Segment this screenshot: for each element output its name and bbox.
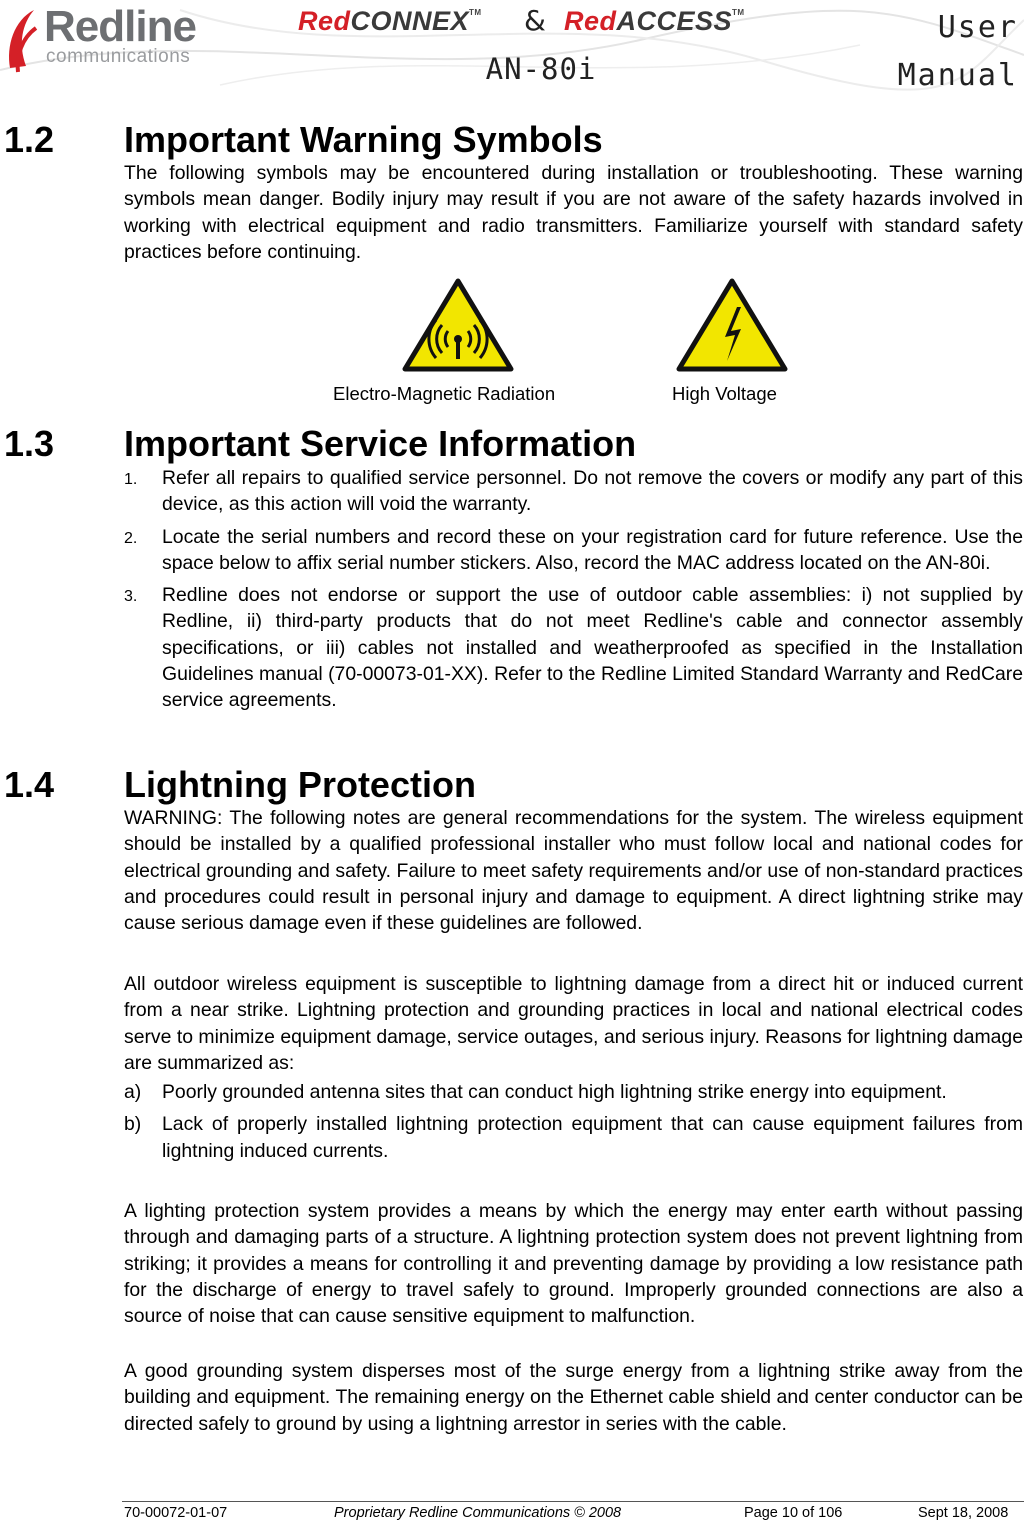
caption-electromagnetic-radiation: Electro-Magnetic Radiation	[333, 383, 556, 404]
list-item: a) Poorly grounded antenna sites that can conduct high lightning strike energy into equipment.	[124, 1081, 947, 1103]
list-item: 3. Redline does not endorse or support the use of outdoor cable assemblies: i) not supplied by Redline, ii) third-party products that do not meet Redline's cable and connector assembly specifications, or iii) cables not installed and weatherproofed as specified in the Installation Guidelines manual (70-00073-01-XX). Refer to the Redline Limited Standard Warranty and RedCare service agreements.	[124, 584, 1023, 712]
caption-high-voltage: High Voltage	[672, 383, 777, 404]
warning-symbols-paragraph: The following symbols may be encountered during installation or troubleshooting. These warning symbols mean danger. Bodily injury may result if you are not aware of the safety hazards involved in working with electrical equipment and radio transmitters. Familiarize yourself with standard safety practices before continuing.	[124, 162, 1023, 263]
brand-ampersand: &	[524, 4, 546, 37]
grounding-system-paragraph: A good grounding system disperses most of the surge energy from a lightning strike away from the building and equipment. The remaining energy on the Ethernet cable shield and center conductor can be directed safely to ground by using a lightning arrestor in series with the cable.	[124, 1360, 1023, 1435]
high-voltage-warning-icon	[675, 277, 789, 373]
redline-logo	[4, 2, 214, 76]
redline-logo-icon	[4, 6, 44, 76]
footer-page-number: Page 10 of 106	[744, 1505, 843, 1521]
service-info-list	[124, 465, 1023, 714]
product-model: AN-80i	[485, 52, 597, 86]
manual-title: User Manual	[897, 10, 1018, 93]
brand-redconnex: RedCONNEX™	[298, 6, 482, 36]
radiation-warning-icon	[401, 277, 515, 373]
list-item: 2. Locate the serial numbers and record these on your registration card for future reference. Use the space below to affix serial number stickers. Also, record the MAC address located on the AN-80i.	[124, 525, 1023, 574]
list-item: 1. Refer all repairs to qualified service personnel. Do not remove the covers or modify any part of this device, as this action will void the warranty.	[124, 467, 1023, 516]
footer-copyright: Proprietary Redline Communications © 2008	[334, 1505, 622, 1521]
footer-divider	[122, 1501, 1024, 1502]
logo-subtitle: communications	[46, 46, 191, 67]
logo-wordmark: Redline	[44, 2, 196, 51]
brand-redaccess: RedACCESS™	[564, 6, 745, 36]
lightning-damage-reasons-list	[124, 1079, 1023, 1164]
lightning-protection-system-paragraph: A lighting protection system provides a means by which the energy may enter earth without passing through and damaging parts of a structure. A lightning protection system does not prevent lightning from striking; it provides a means for controlling it and preventing damage by providing a low resistance path for the discharge of energy to travel safely to ground. Improperly grounded connections are also a source of noise that can cause sensitive equipment to malfunction.	[124, 1200, 1023, 1328]
section-heading-1-3: 1.3 Important Service Information	[4, 423, 637, 464]
list-item: b) Lack of properly installed lightning protection equipment that can cause equipment failures from lightning induced currents.	[124, 1113, 1023, 1162]
page-header	[0, 0, 1024, 100]
section-heading-1-2: 1.2 Important Warning Symbols	[4, 119, 603, 160]
section-heading-1-4: 1.4 Lightning Protection	[4, 764, 476, 805]
lightning-susceptibility-paragraph: All outdoor wireless equipment is susceptible to lightning damage from a direct hit or induced current from a near strike. Lightning protection and grounding practices in local and national electrical codes serve to minimize equipment damage, service outages, and serious injury. Reasons for lightning damage are summarized as:	[124, 973, 1023, 1074]
footer-doc-number: 70-00072-01-07	[124, 1505, 228, 1521]
footer-date: Sept 18, 2008	[918, 1505, 1009, 1521]
lightning-warning-paragraph: WARNING: The following notes are general recommendations for the system. The wireless equipment should be installed by a qualified professional installer who must follow local and national codes for electrical grounding and safety. Failure to meet safety requirements and/or use of non-standard practices and procedures could result in personal injury and damage to equipment. A direct lightning strike may cause serious damage even if these guidelines are followed.	[124, 807, 1023, 935]
